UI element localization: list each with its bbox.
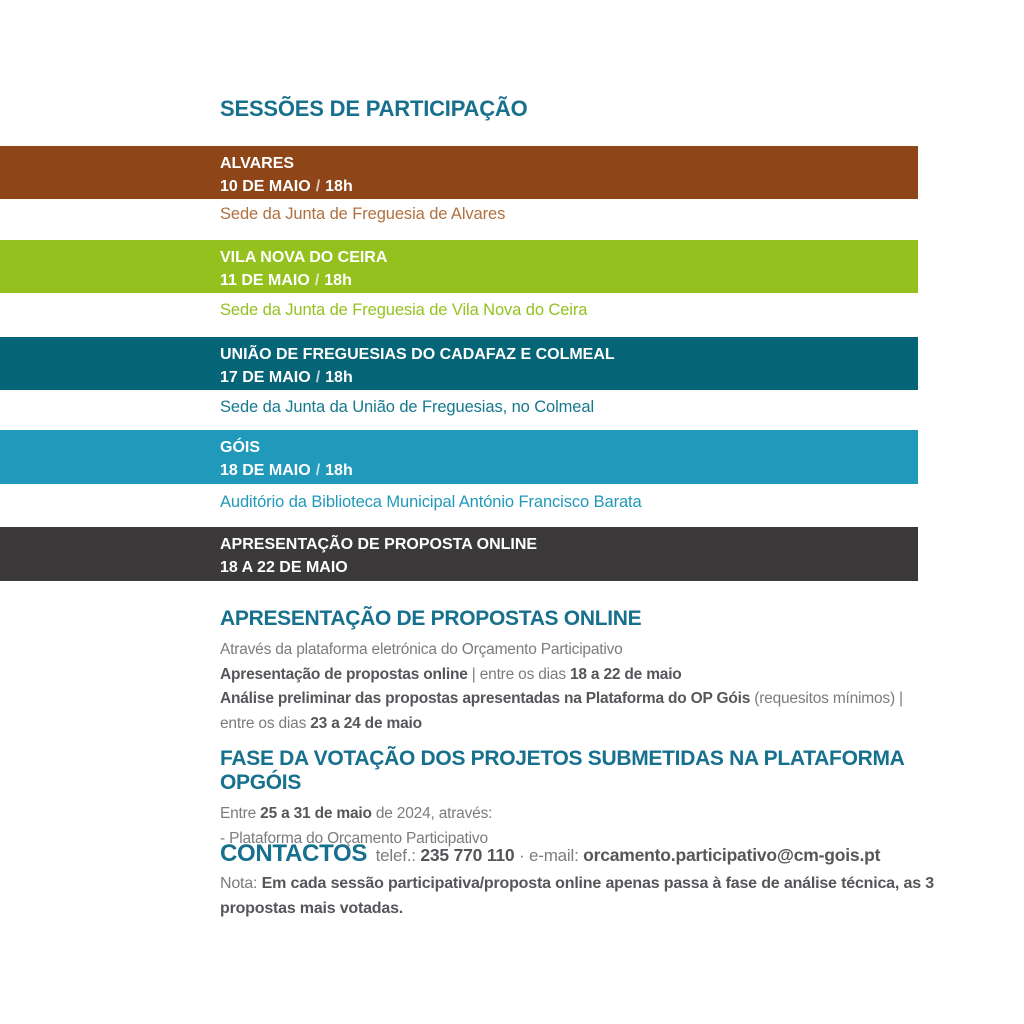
voting-prefix: Entre	[220, 805, 261, 822]
date-text: 17 DE MAIO	[220, 369, 311, 386]
note-label: Nota:	[220, 875, 262, 892]
item1-title: Apresentação de propostas online	[220, 665, 468, 683]
time-text: 18h	[324, 272, 352, 289]
item2-title: Análise preliminar das propostas apresentadas na Plataforma do OP Góis	[220, 690, 751, 707]
session-date	[220, 175, 918, 198]
session-venue: Sede da Junta de Freguesia de Vila Nova do Ceira	[220, 301, 588, 319]
section-proposals-online	[220, 607, 940, 736]
section-body	[220, 638, 940, 736]
session-date	[220, 366, 918, 389]
time-text: 18h	[325, 178, 353, 195]
slash-separator: /	[314, 272, 320, 289]
online-proposal-banner	[0, 527, 918, 581]
session-venue: Sede da Junta da União de Freguesias, no Colmeal	[220, 398, 595, 416]
banner-title: APRESENTAÇÃO DE PROPOSTA ONLINE	[220, 536, 538, 553]
voting-platform: - Plataforma do Orçamento Participativo	[220, 829, 488, 847]
phone-number: 235 770 110	[420, 845, 515, 865]
intro-text: Através da plataforma eletrónica do Orçamento Participativo	[220, 641, 623, 658]
slash-separator: /	[315, 369, 321, 386]
session-band-cadafaz-colmeal	[0, 337, 918, 390]
phone-label: telef.:	[371, 846, 421, 865]
voting-suffix: de 2024, através:	[371, 805, 493, 822]
dot-separator: ·	[514, 846, 529, 865]
session-band-vila-nova-do-ceira	[0, 240, 918, 293]
date-text: 11 DE MAIO	[220, 272, 310, 289]
session-name: ALVARES	[220, 155, 295, 172]
session-band-gois	[0, 430, 918, 484]
session-date	[220, 459, 918, 482]
email-label: e-mail:	[528, 846, 584, 865]
item1-dates: 18 a 22 de maio	[569, 665, 682, 683]
contacts-heading: CONTACTOS	[220, 840, 368, 867]
time-text: 18h	[325, 369, 353, 386]
note-paragraph	[220, 872, 934, 921]
time-text: 18h	[325, 462, 353, 479]
session-band-alvares	[0, 146, 918, 199]
session-date	[220, 269, 918, 292]
session-venue: Sede da Junta de Freguesia de Alvares	[220, 205, 506, 223]
date-text: 10 DE MAIO	[220, 178, 311, 195]
section-voting-phase	[220, 747, 940, 851]
banner-dates: 18 A 22 DE MAIO	[220, 559, 348, 576]
session-venue: Auditório da Biblioteca Municipal António Francisco Barata	[220, 493, 642, 511]
email-address: orcamento.participativo@cm-gois.pt	[583, 845, 881, 865]
item1-connector: | entre os dias	[467, 665, 570, 683]
slash-separator: /	[315, 178, 321, 195]
slash-separator: /	[315, 462, 321, 479]
voting-dates: 25 a 31 de maio	[260, 805, 372, 822]
item2-dates: 23 a 24 de maio	[310, 714, 422, 732]
section-heading: FASE DA VOTAÇÃO DOS PROJETOS SUBMETIDAS NA PLATAFORMA OPGÓIS	[220, 747, 904, 794]
page-title: SESSÕES DE PARTICIPAÇÃO	[220, 96, 528, 121]
section-heading: APRESENTAÇÃO DE PROPOSTAS ONLINE	[220, 607, 642, 630]
session-name: UNIÃO DE FREGUESIAS DO CADAFAZ E COLMEAL	[220, 346, 615, 363]
item2-connector: (requesitos mínimos) | entre os dias	[220, 690, 903, 732]
date-text: 18 DE MAIO	[220, 462, 311, 479]
session-name: GÓIS	[220, 439, 261, 456]
session-name: VILA NOVA DO CEIRA	[220, 249, 388, 266]
contacts-row	[220, 840, 960, 868]
note-text: Em cada sessão participativa/proposta online apenas passa à fase de análise técnica, as 3 propostas mais votadas.	[220, 875, 934, 917]
